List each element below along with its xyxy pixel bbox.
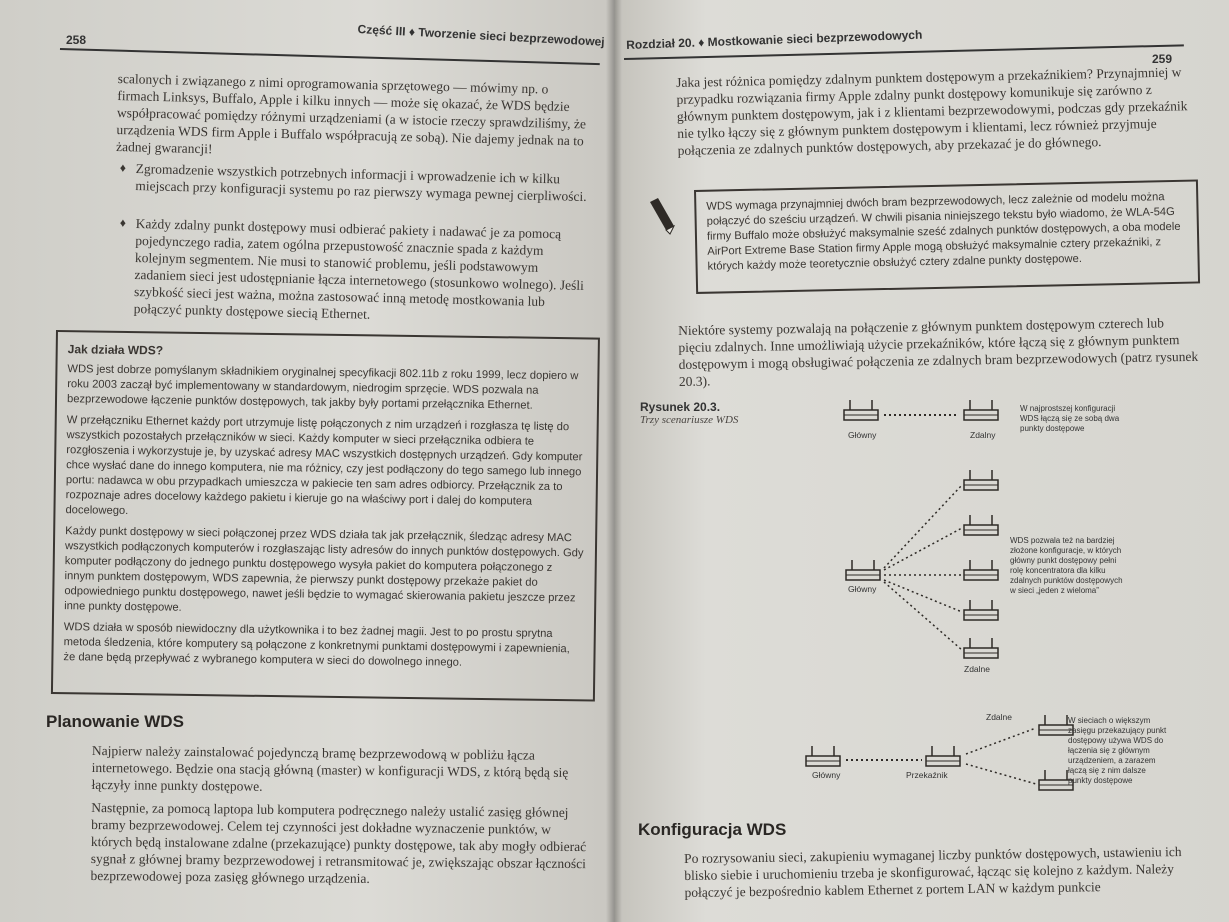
section-title-right: Konfiguracja WDS	[638, 820, 787, 839]
section-title-left: Planowanie WDS	[46, 712, 184, 731]
access-point-icon	[846, 560, 880, 580]
wds-link	[966, 728, 1036, 754]
wds-links	[884, 485, 962, 650]
access-point-icon	[964, 515, 998, 535]
section-body-left	[90, 742, 592, 895]
label-main: Główny	[848, 584, 877, 594]
body-paragraph: Najpierw należy zainstalować pojedynczą bramę bezprzewodową w pobliżu łącza internetowego. Będzie ona stacją główną (master) w konfiguracji WDS, z którą będą się łączyły inne punkty dostępowe.	[91, 742, 569, 794]
note-box	[694, 179, 1200, 294]
note-text: WDS wymaga przynajmniej dwóch bram bezprzewodowych, lecz zależnie od modelu można połączyć do sześciu urządzeń. W chwili pisania niniejszego tekstu było wiadomo, że WLA-54G firmy Buffalo może obsłużyć maksymalnie sześć zdalnych punktów dostępowych, a oba modele AirPort Extreme Base Station firmy Apple mogą obsłużyć maksymalnie cztery przekaźniki, z których każdy może teoretycznie obsłużyć cztery zdalne punkty dostępowe.	[706, 191, 1181, 273]
access-point-icon	[806, 746, 840, 766]
sidebar-paragraph: Każdy punkt dostępowy w sieci połączonej przez WDS działa tak jak przełącznik, śledząc adresy MAC wszystkich podłączonych komputerów i rozgłaszając listy adresów do innych punktów dostępowych. Gdy komputer podłączony do jednego punktu dostępowego wysyła pakiet do komputera połączonego z innym punktem dostępowym, WDS zapewnia, że pierwszy punkt dostępowy przekaże pakiet do odpowiedniego punktu dostępowego, nawet jeśli będzie to wymagać skierowania pakietu jeszcze przez inne punkty dostępowe.	[64, 525, 584, 614]
label-remote: Zdalne	[964, 664, 990, 674]
access-point-icon	[964, 638, 998, 658]
running-header-right: Rozdział 20. ♦ Mostkowanie sieci bezprzewodowych	[626, 27, 923, 52]
sidebar-title: Jak działa WDS?	[67, 342, 164, 358]
figure-note: W najprostszej konfiguracji WDS łączą się ze sobą dwa punkty dostępowe	[1020, 404, 1120, 433]
label-main: Główny	[812, 770, 841, 780]
sidebar-body	[63, 362, 587, 678]
running-header-left: Część III ♦ Tworzenie sieci bezprzewodowej	[357, 22, 605, 49]
access-point-icon	[964, 560, 998, 580]
section-body-right: Po rozrysowaniu sieci, zakupieniu wymaganej liczby punktów dostępowych, ustawieniu ich blisko siebie i uruchomieniu trzeba je skonfigurować, łącząc się kolejno z każdym. Należy połączyć je bezpośrednio kablem Ethernet z portem LAN w każdym punkcie	[684, 844, 1182, 900]
label-remote: Zdalny	[970, 430, 996, 440]
book-spine	[606, 0, 622, 922]
figure-note: W sieciach o większym zasięgu przekazujący punkt dostępowy używa WDS do łączenia się z głównym urządzeniem, a zarazem łączą się z nim dalsze punkty dostępowe	[1068, 716, 1167, 785]
bullet-item: ♦ Każdy zdalny punkt dostępowy musi odbierać pakiety i nadawać je za pomocą pojedynczego radia, zatem ogólna przepustowość znacznie spada z każdym kolejnym segmentem. Nie musi to stanowić problemu, jeśli podstawowym zadaniem sieci jest udostępnianie łącza internetowego (stosunkowo wolnego). Jeśli szybkość sieci jest ważna, można zastosować inną metodę mostkowania lub połączyć punkty dostępowe siecią Ethernet.	[119, 215, 585, 322]
label-relay: Przekaźnik	[906, 770, 948, 780]
intro-paragraph: scalonych i związanego z nimi oprogramowania sprzętowego — mówimy np. o firmach Linksys, Buffalo, Apple i kilku innych — może się okazać, że WDS będzie współpracować pomiędzy różnymi urządzeniami (a w istocie rzeczy sprawdziliśmy, że urządzenia WDS firm Apple i Buffalo współpracują ze sobą). Nie dajemy jednak na to żadnej gwarancji!	[115, 70, 587, 157]
sidebar-box	[51, 330, 600, 702]
access-point-icon	[964, 470, 998, 490]
label-main: Główny	[848, 430, 877, 440]
access-point-icon	[964, 600, 998, 620]
right-page	[614, 0, 1229, 922]
paragraph: Niektóre systemy pozwalają na połączenie z głównym punktem dostępowym czterech lub pięciu zdalnych. Inne umożliwiają użycie przekaźników, które łączą się z głównym punktem dostępowym i mogą obsługiwać połączenia ze zdalnych bram bezprzewodowych (patrz rysunek 20.3).	[678, 315, 1199, 389]
figure-caption	[640, 400, 760, 427]
left-page	[0, 0, 614, 922]
diamond-bullet-icon: ♦	[119, 215, 127, 230]
sidebar-paragraph: WDS jest dobrze pomyślanym składnikiem oryginalnej specyfikacji 802.11b z roku 1999, lecz dopiero w roku 2003 zaczął być implementowany w standardowym, niedrogim sprzęcie. WDS pozwala na bezprzewodowe łączenie punktów dostępowych, tak jakby były portami przełącznika Ethernet.	[66, 363, 579, 412]
diamond-bullet-icon: ♦	[119, 160, 127, 175]
wds-link	[966, 764, 1036, 784]
page-number-left: 258	[66, 33, 87, 47]
page-number-right: 259	[1152, 52, 1173, 66]
sidebar-paragraph: W przełączniku Ethernet każdy port utrzymuje listę połączonych z nim urządzeń i rozgłasza tę listę do wszystkich pozostałych przełączników w sieci. Każdy komputer w sieci przełącznika odbiera te rozgłoszenia i wykorzystuje je, by uzyskać adresy MAC wszystkich dostępnych urządzeń. Gdy komputer chce wysłać dane do innego komputera, nie ma różnicy, czy jest podłączony do tego samego lub innego portu: nadawca w obu przypadkach umieszcza w pakiecie ten sam adres odbiorcy. Przełącznik za to rozpoznaje adres docelowy każdego pakietu i kieruje go na właściwy port i dalej do komputera docelowego.	[65, 414, 583, 518]
access-point-icon	[926, 746, 960, 766]
label-remote: Zdalne	[986, 712, 1012, 722]
access-point-icon	[964, 400, 998, 420]
access-point-icon	[844, 400, 878, 420]
figure-note: WDS pozwala też na bardziej złożone konfiguracje, w których główny punkt dostępowy pełni rolę koncentratora dla kilku zdalnych punktów dostępowych w sieci „jeden z wieloma”	[1010, 536, 1123, 595]
body-paragraph: Następnie, za pomocą laptopa lub komputera podręcznego należy ustalić zasięg głównej bramy bezprzewodowej. Celem tej czynności jest dokładne wyznaczenie punktów, w których będą instalowane zdalne (przekazujące) punkty dostępowe, tak aby mogły odbierać sygnał z głównej bramy bezprzewodowej i retransmitować je, zwiększając obszar łączności bezprzewodowej poza zasięg głównego urządzenia.	[90, 799, 587, 886]
header-rule	[60, 48, 600, 65]
figure-caption-text: Trzy scenariusze WDS	[640, 414, 739, 426]
sidebar-paragraph: WDS działa w sposób niewidoczny dla użytkownika i to bez żadnej magii. Jest to po prostu sprytna metoda śledzenia, które komputery są połączone z konkretnymi punktami dostępowymi i zapewnienia, że dane będą przepływać z wybranego komputera w sieci do dowolnego innego.	[63, 621, 570, 669]
pencil-note-icon	[644, 196, 680, 241]
bullet-item: ♦ Zgromadzenie wszystkich potrzebnych informacji i wprowadzenie ich w kilku miejscach przy konfiguracji systemu po raz pierwszy wymaga pewnej cierpliwości.	[119, 160, 587, 205]
paragraph: Jaka jest różnica pomiędzy zdalnym punktem dostępowym a przekaźnikiem? Przynajmniej w przypadku rozwiązania firmy Apple zdalny punkt dostępowy komunikuje się zarówno z głównym punktem dostępowym, jak i z klientami bezprzewodowymi, podczas gdy przekaźnik nie tylko łączy się z głównym punktem dostępowym i klientami, lecz również przyjmuje połączenia ze zdalnych punktów dostępowych, aby przekazać je do głównego.	[676, 64, 1188, 158]
figure-label: Rysunek 20.3.	[640, 400, 721, 414]
